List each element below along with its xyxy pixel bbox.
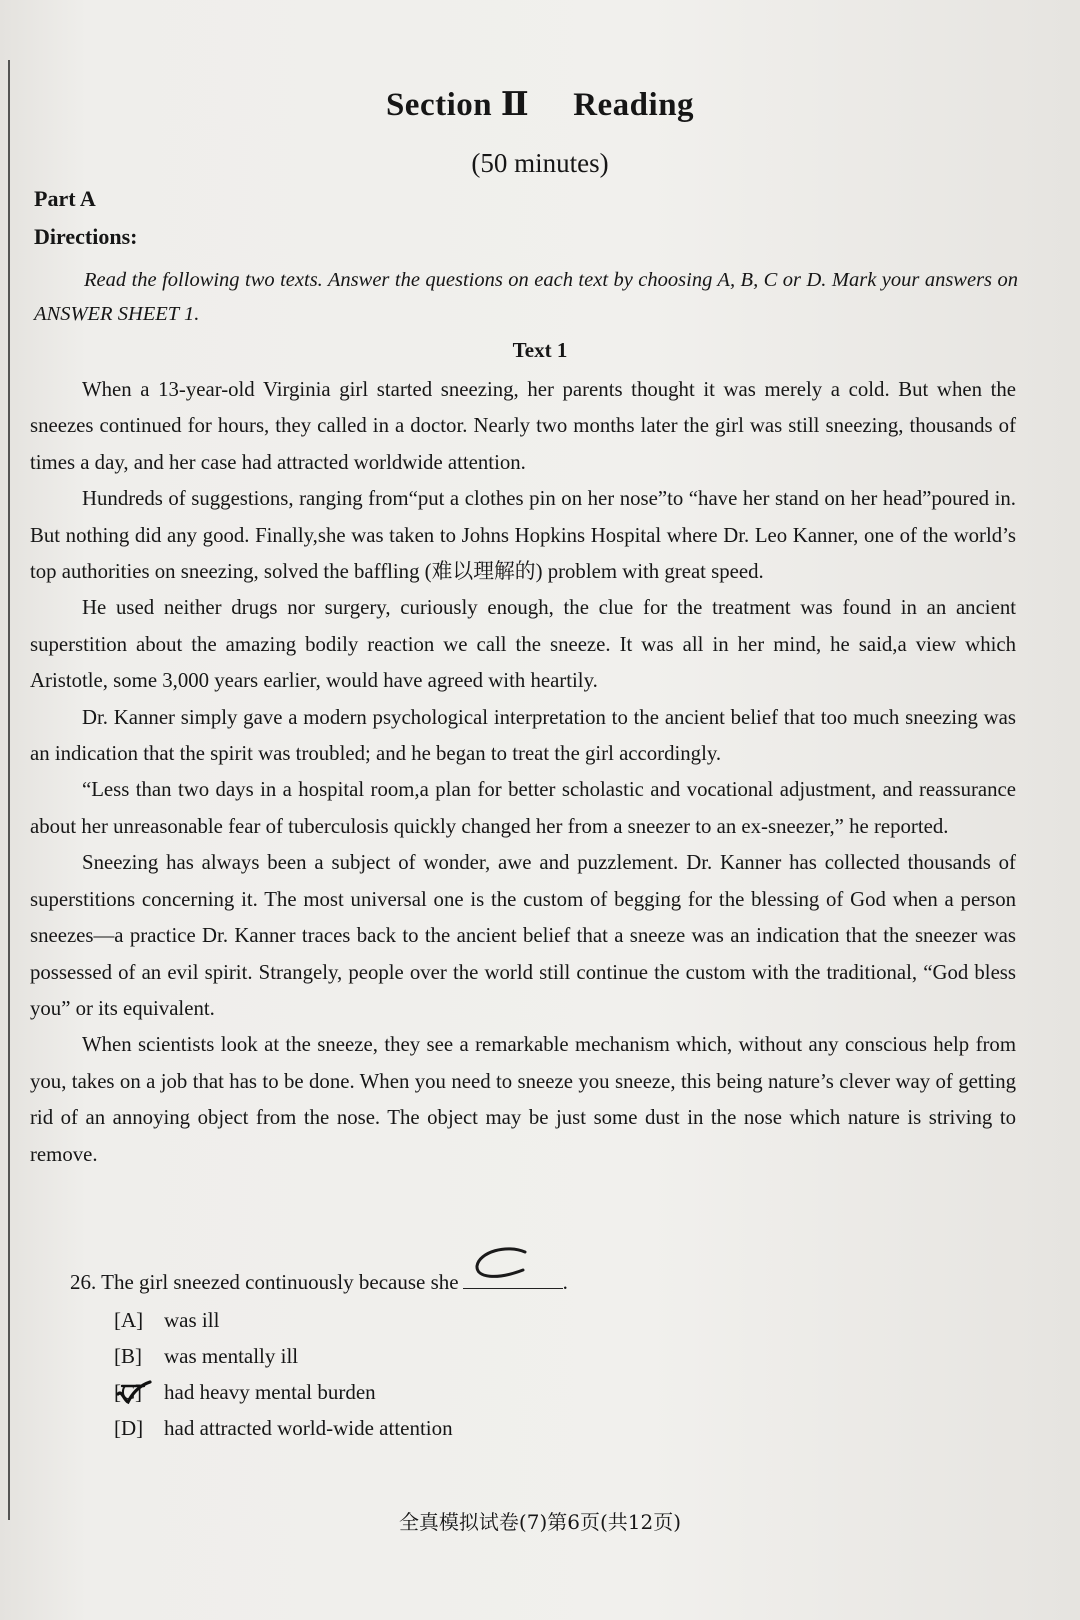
paragraph: Sneezing has always been a subject of wonder, awe and puzzlement. Dr. Kanner has collected thousands of superstitions concerning it. The most universal one is the custom of begging for the blessing of God when a person sneezes—a practice Dr. Kanner traces back to the ancient belief that a sneeze was an indication that the sneezer was possessed of an evil spirit. Strangely, people over the world still continue the custom with the traditional, “God bless you” or its equivalent. (30, 851, 1016, 1020)
part-label: Part A (34, 186, 96, 211)
directions-text: Read the following two texts. Answer the questions on each text by choosing A, B, C or D. Mark your answers on ANSWER SHEET 1. (34, 269, 1018, 325)
option-text: was ill (164, 1308, 220, 1332)
paragraph: “Less than two days in a hospital room,a plan for better scholastic and vocational adjustment, and reassurance about her unreasonable fear of tuberculosis quickly changed her from a sneezer to an ex-sneezer,” he reported. (30, 778, 1016, 838)
option-b[interactable] (70, 1338, 1010, 1374)
answer-blank[interactable] (463, 1268, 563, 1289)
paragraph: He used neither drugs nor surgery, curiously enough, the clue for the treatment was found in an ancient superstition about the amazing bodily reaction we call the sneeze. It was all in her mind, he said,a view which Aristotle, some 3,000 years earlier, would have agreed with heartily. (30, 596, 1016, 693)
options-list (70, 1302, 1010, 1446)
question-stem (70, 1264, 1010, 1300)
question-26 (70, 1264, 1010, 1446)
handwritten-check-icon (114, 1378, 154, 1408)
question-text: The girl sneezed continuously because she (101, 1270, 459, 1294)
option-c[interactable] (70, 1374, 1010, 1410)
option-letter: [B] (114, 1344, 142, 1368)
option-letter: [D] (114, 1416, 144, 1440)
text-title: Text 1 (512, 338, 568, 362)
page-footer: 全真模拟试卷(7)第6页(共12页) (398, 1510, 682, 1534)
option-text: had heavy mental burden (164, 1380, 376, 1404)
section-title: Reading (573, 87, 695, 123)
passage (30, 372, 1016, 1173)
paragraph: Hundreds of suggestions, ranging from“put a clothes pin on her nose”to “have her stand on her head”poured in. But nothing did any good. Finally,she was taken to Johns Hopkins Hospital where Dr. Leo Kanner, one of the world’s top authorities on sneezing, solved the baffling (难以理解的) problem with great speed. (30, 487, 1016, 584)
handwritten-c-mark (467, 1246, 557, 1286)
option-d[interactable] (70, 1410, 1010, 1446)
directions-label: Directions: (34, 224, 138, 249)
option-text: had attracted world-wide attention (164, 1416, 453, 1440)
question-number: 26. (70, 1270, 97, 1294)
binding-line (8, 60, 10, 1520)
duration: (50 minutes) (471, 148, 609, 178)
paragraph: When a 13-year-old Virginia girl started sneezing, her parents thought it was merely a cold. But when the sneezes continued for hours, they called in a doctor. Nearly two months later the girl was still sneezing, thousands of times a day, and her case had attracted worldwide attention. (30, 378, 1016, 474)
option-letter: [C] (114, 1380, 142, 1404)
section-number: Section Ⅱ (385, 87, 530, 123)
option-letter: [A] (114, 1308, 144, 1332)
section-heading (0, 84, 1080, 124)
paragraph: When scientists look at the sneeze, they see a remarkable mechanism which, without any conscious help from you, takes on a job that has to be done. When you need to sneeze you sneeze, this being nature’s clever way of getting rid of an annoying object from the nose. The object may be just some dust in the nose which nature is striving to remove. (30, 1033, 1016, 1166)
option-text: was mentally ill (164, 1344, 299, 1368)
option-a[interactable] (70, 1302, 1010, 1338)
question-end: . (562, 1270, 568, 1294)
paragraph: Dr. Kanner simply gave a modern psychological interpretation to the ancient belief that too much sneezing was an indication that the spirit was troubled; and he began to treat the girl accordingly. (30, 705, 1016, 766)
